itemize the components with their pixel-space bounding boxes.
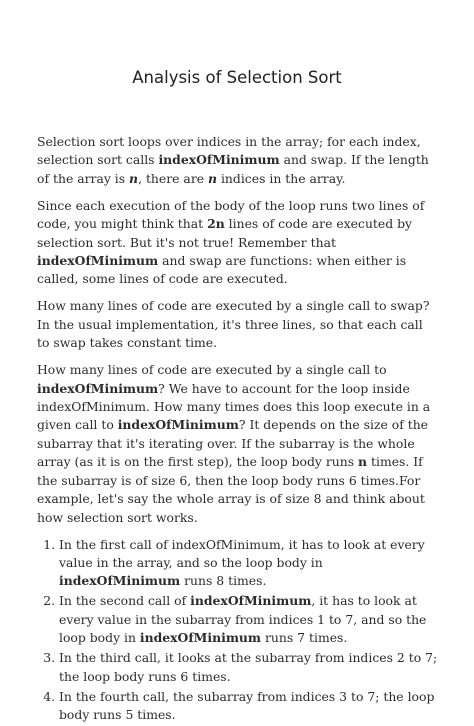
code-term: indexOfMinimum: [139, 630, 262, 646]
paragraph-lines-of-code: [37, 197, 439, 289]
text-span: indices in the array.: [217, 170, 346, 186]
text-span: times. If the subarray is of size 6, then the loop body runs 6 times.For example, let's say the whole array is of size 8 and think about how selection sort works.: [37, 454, 425, 525]
text-span: Since each execution of the body of the loop runs two lines of code, you might think that: [37, 197, 425, 232]
text-span: and swap are functions: when either is called, some lines of code are executed.: [37, 253, 407, 287]
paragraph-overview: [37, 133, 439, 188]
text-span: , it has to look at every value in the subarray from indices 1 to 7, and so the loop body in: [59, 593, 427, 646]
text-span: In the first call of indexOfMinimum, it has to look at every value in the array, and so the loop body in: [59, 536, 425, 570]
code-term: indexOfMinimum: [117, 417, 239, 433]
text-span: How many lines of code are executed by a single call to swap? In the usual implementation, it's three lines, so that each call to swap takes constant time.: [37, 298, 430, 351]
text-span: runs 8 times.: [180, 573, 267, 589]
paragraph-index-of-minimum: [37, 361, 439, 527]
text-span: Selection sort loops over indices in the array; for each index, selection sort calls: [37, 134, 421, 168]
list-item: [59, 592, 439, 647]
variable-n: n: [129, 170, 139, 186]
variable-n: n: [208, 170, 218, 186]
text-span: How many lines of code are executed by a single call to: [37, 362, 387, 378]
page-title: Analysis of Selection Sort: [132, 68, 342, 87]
text-span: In the fourth call, the subarray from indices 3 to 7; the loop body runs 5 times.: [59, 688, 435, 722]
code-term: indexOfMinimum: [37, 253, 159, 269]
article-body: [37, 133, 439, 726]
text-span: lines of code are executed by selection sort. But it's not true! Remember that: [37, 216, 413, 250]
text-span: runs 7 times.: [261, 630, 348, 646]
list-item: [59, 688, 439, 725]
variable-n: n: [358, 454, 368, 470]
paragraph-swap: [37, 297, 439, 352]
calls-list: [37, 536, 439, 725]
code-term: indexOfMinimum: [190, 593, 312, 609]
list-item: [59, 649, 439, 686]
code-term: indexOfMinimum: [158, 152, 280, 168]
text-span: ? It depends on the size of the subarray that it's iterating over. If the subarray is the whole array (as it is on the first step), the loop body runs: [37, 417, 429, 470]
text-span: In the third call, it looks at the subarray from indices 2 to 7; the loop body runs 6 times.: [59, 650, 438, 684]
emphasis-term: 2n: [207, 216, 225, 232]
code-term: indexOfMinimum: [59, 573, 181, 589]
text-span: , there are: [138, 170, 209, 186]
text-span: and swap. If the length of the array is: [37, 152, 429, 186]
list-item: [59, 536, 439, 591]
code-term: indexOfMinimum: [37, 380, 159, 396]
text-span: In the second call of: [59, 593, 191, 609]
text-span: ? We have to account for the loop inside indexOfMinimum. How many times does this loop execute in a given call to: [37, 380, 431, 433]
